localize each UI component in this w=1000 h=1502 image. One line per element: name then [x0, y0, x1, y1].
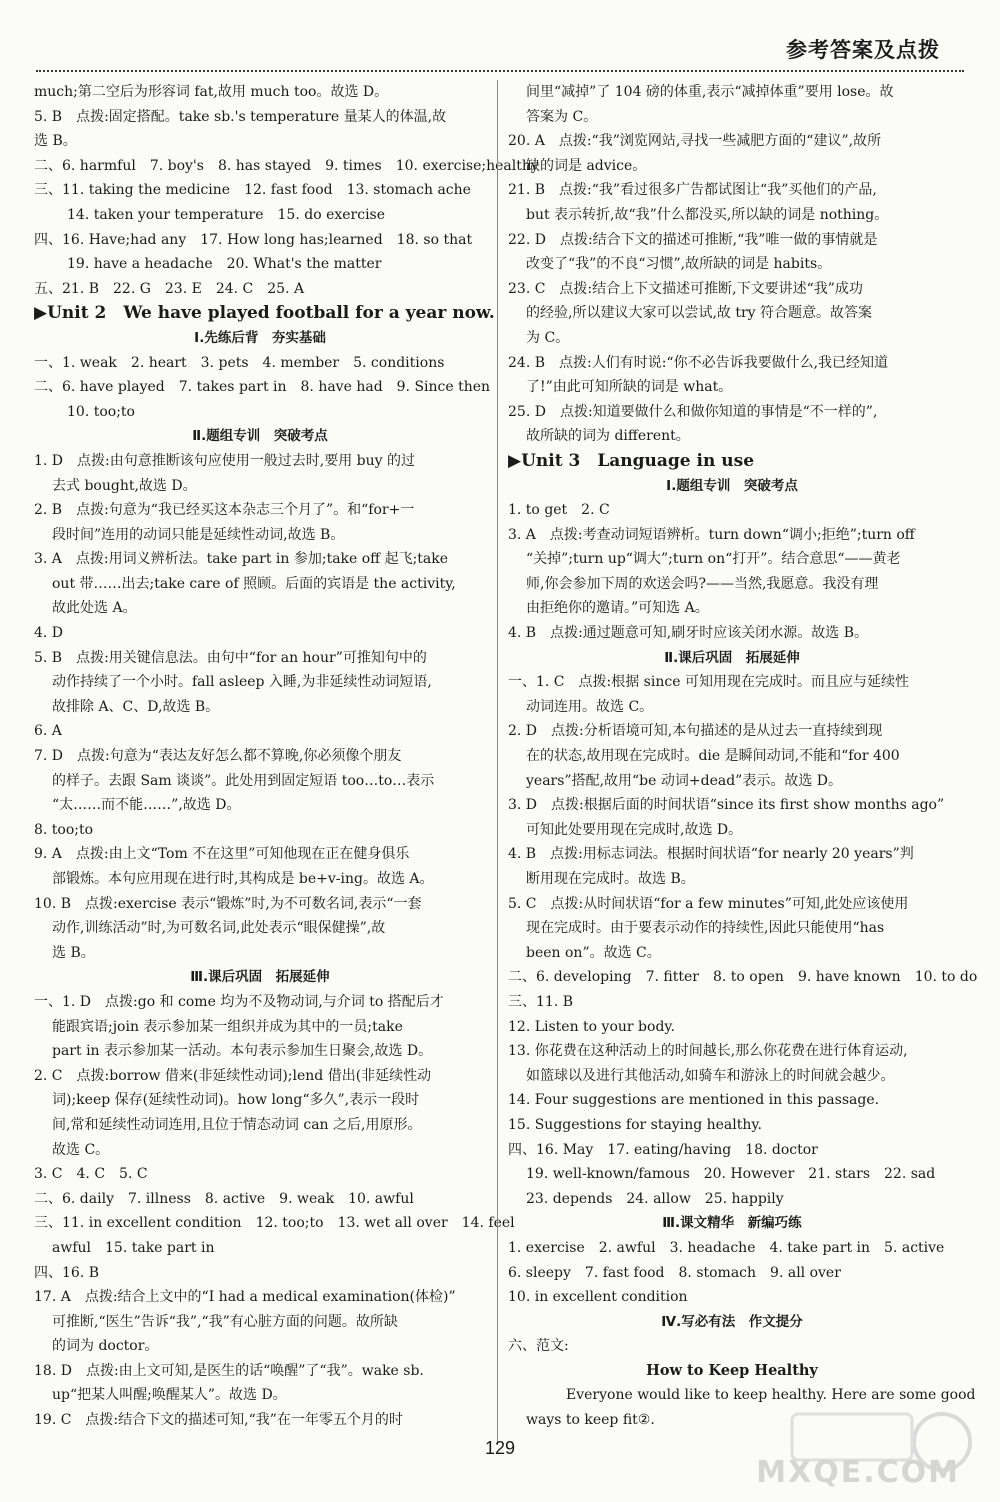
section-heading: Ⅳ.写必有法 作文提分: [661, 1313, 803, 1330]
right-column: [508, 80, 978, 1433]
answer-line: but 表示转折,故“我”什么都没买,所以缺的词是 nothing。: [526, 206, 889, 223]
answer-line: 10. in excellent condition: [508, 1289, 688, 1306]
answer-line: 四、16. Have;had any 17. How long has;learned 18. so that: [34, 231, 473, 248]
answer-line: 动作,训练活动”时,为可数名词,此处表示“眼保健操”,故: [52, 920, 386, 937]
header-rule: [36, 70, 964, 72]
answer-line: 5. B 点拨:固定搭配。take sb.'s temperature 量某人的体温,故: [34, 108, 447, 125]
answer-line: 动作持续了一个小时。fall asleep 入睡,为非延续性动词短语,: [52, 674, 432, 691]
answer-line: 故选 C。: [52, 1141, 110, 1158]
answer-line: 3. A 点拨:用词义辨析法。take part in 参加;take off 起飞;take: [34, 551, 449, 568]
answer-line: 选 B。: [34, 133, 77, 150]
answer-line: 改变了“我”的不良“习惯”,故所缺的词是 habits。: [526, 256, 832, 273]
answer-line: 四、16. May 17. eating/having 18. doctor: [508, 1141, 818, 1158]
answer-line: 13. 你花费在这种活动上的时间越长,那么你花费在进行体育运动,: [508, 1043, 908, 1060]
answer-line: “关掉”;turn up“调大”;turn on“打开”。结合意思“——黄老: [526, 551, 901, 568]
answer-line: 三、11. taking the medicine 12. fast food 13. stomach ache: [34, 182, 471, 199]
answer-line: 一、1. weak 2. heart 3. pets 4. member 5. conditions: [34, 354, 445, 371]
answer-line: 4. B 点拨:用标志词法。根据时间状语“for nearly 20 years”判: [508, 846, 914, 863]
answer-line: 故所缺的词为 different。: [526, 428, 690, 445]
page-number: 129: [484, 1438, 516, 1458]
answer-line: 6. A: [34, 723, 62, 740]
answer-line: 师,你会参加下周的欢送会吗?——当然,我愿意。我没有理: [526, 575, 879, 592]
answer-line: 12. Listen to your body.: [508, 1018, 675, 1035]
answer-line: 19. C 点拨:结合下文的描述可知,“我”在一年零五个月的时: [34, 1412, 403, 1429]
answer-line: out 带……出去;take care of 照顾。后面的宾语是 the activity,: [52, 575, 456, 592]
answer-line: 断用现在完成时。故选 B。: [526, 871, 695, 887]
answer-line: 14. taken your temperature 15. do exercise: [67, 206, 386, 223]
answer-line: 去式 bought,故选 D。: [52, 477, 197, 494]
answer-line: 的经验,所以建议大家可以尝试,故 try 符合题意。故答案: [526, 305, 873, 322]
answer-line: 25. D 点拨:知道要做什么和做你知道的事情是“不一样的”,: [508, 403, 878, 420]
answer-line: 缺的词是 advice。: [526, 157, 647, 174]
answer-line: 的样子。去跟 Sam 谈谈”。此处用到固定短语 too…to…表示: [52, 772, 435, 789]
answer-line: years”搭配,故用“be 动词+dead”表示。故选 D。: [526, 772, 842, 789]
answer-line: 可推断,“医生”告诉“我”,“我”有心脏方面的问题。故所缺: [52, 1313, 398, 1330]
answer-line: Everyone would like to keep healthy. Here are some good: [566, 1387, 976, 1404]
answer-line: 15. Suggestions for staying healthy.: [508, 1116, 762, 1133]
answer-line: 故排除 A、C、D,故选 B。: [52, 698, 220, 715]
answer-line: 故此处选 A。: [52, 600, 137, 617]
answer-line: 能跟宾语;join 表示参加某一组织并成为其中的一员;take: [52, 1018, 403, 1035]
answer-line: 段时间”连用的动词只能是延续性动词,故选 B。: [52, 526, 345, 543]
answer-line: 18. D 点拨:由上文可知,是医生的话“唤醒”了“我”。wake sb.: [34, 1362, 424, 1379]
answer-line: 21. B 点拨:“我”看过很多广告都试图让“我”买他们的产品,: [508, 182, 877, 199]
answer-line: 7. D 点拨:句意为“表达友好怎么都不算晚,你必须像个朋友: [34, 748, 402, 765]
answer-line: 19. well-known/famous 20. However 21. stars 22. sad: [526, 1166, 936, 1183]
answer-line: 1. exercise 2. awful 3. headache 4. take part in 5. active: [508, 1239, 945, 1256]
answer-line: 六、范文:: [508, 1338, 569, 1355]
answer-line: 1. to get 2. C: [508, 502, 610, 519]
section-heading: Ⅲ.课文精华 新编巧练: [662, 1215, 802, 1232]
section-heading: Ⅱ.题组专训 突破考点: [192, 428, 328, 445]
answer-line: 选 B。: [52, 944, 95, 961]
answer-line: 的词为 doctor。: [52, 1338, 159, 1355]
column-divider: [497, 80, 498, 1445]
answer-line: been on”。故选 C。: [526, 944, 661, 961]
answer-line: 2. D 点拨:分析语境可知,本句描述的是从过去一直持续到现: [508, 723, 883, 740]
header-title: 参考答案及点拨: [786, 37, 940, 62]
answer-line: 20. A 点拨:“我”浏览网站,寻找一些减肥方面的“建议”,故所: [508, 133, 882, 150]
answer-line: 5. B 点拨:用关键信息法。由句中“for an hour”可推知句中的: [34, 649, 427, 666]
answer-line: 现在完成时。由于要表示动作的持续性,因此只能使用“has: [526, 920, 885, 937]
answer-line: “太……而不能……”,故选 D。: [52, 797, 241, 814]
answer-line: 5. C 点拨:从时间状语“for a few minutes”可知,此处应该使用: [508, 895, 909, 912]
answer-line: 3. D 点拨:根据后面的时间状语“since its first show months ago”: [508, 797, 945, 814]
answer-line: 10. B 点拨:exercise 表示“锻炼”时,为不可数名词,表示“一套: [34, 895, 422, 912]
answer-line: 4. B 点拨:通过题意可知,刷牙时应该关闭水源。故选 B。: [508, 625, 868, 642]
answer-line: 3. C 4. C 5. C: [34, 1166, 148, 1183]
answer-line: up“把某人叫醒;唤醒某人”。故选 D。: [52, 1387, 287, 1404]
section-heading: Ⅰ.先练后背 夯实基础: [194, 329, 326, 346]
answer-line: 了!”由此可知所缺的词是 what。: [526, 379, 733, 396]
answer-line: 答案为 C。: [526, 108, 598, 125]
essay-title: How to Keep Healthy: [646, 1361, 818, 1379]
answer-line: 9. A 点拨:由上文“Tom 不在这里”可知他现在正在健身俱乐: [34, 846, 410, 863]
answer-line: ways to keep fit②.: [526, 1412, 655, 1429]
answer-line: 二、6. harmful 7. boy's 8. has stayed 9. times 10. exercise;healthy: [34, 157, 539, 174]
watermark-text: MXQE.COM: [756, 1455, 960, 1490]
watermark-logo: [756, 1408, 982, 1494]
answer-line: 在的状态,故用现在完成时。die 是瞬间动词,不能和“for 400: [526, 748, 900, 765]
answer-line: much;第二空后为形容词 fat,故用 much too。故选 D。: [34, 84, 389, 100]
answer-line: 2. B 点拨:句意为“我已经买这本杂志三个月了”。和“for+一: [34, 502, 415, 519]
answer-line: 二、6. have played 7. takes part in 8. have had 9. Since then: [34, 379, 491, 396]
answer-line: 14. Four suggestions are mentioned in this passage.: [508, 1092, 880, 1109]
answer-line: 三、11. in excellent condition 12. too;to 13. wet all over 14. feel: [34, 1215, 515, 1232]
answer-line: 如篮球以及进行其他活动,如骑车和游泳上的时间就会越少。: [526, 1067, 895, 1084]
answer-line: 23. depends 24. allow 25. happily: [526, 1190, 784, 1207]
unit-heading: ▶Unit 2 We have played football for a year now.: [34, 303, 495, 324]
answer-line: 五、21. B 22. G 23. E 24. C 25. A: [34, 280, 305, 297]
answer-line: 23. C 点拨:结合上下文描述可推断,下文要讲述“我”成功: [508, 280, 863, 297]
section-heading: Ⅱ.课后巩固 拓展延伸: [664, 649, 800, 666]
answer-line: 6. sleepy 7. fast food 8. stomach 9. all over: [508, 1264, 841, 1281]
answer-line: 词);keep 保存(延续性动词)。how long“多久”,表示一段时: [52, 1092, 420, 1109]
answer-line: 由拒绝你的邀请。”可知选 A。: [526, 600, 709, 617]
answer-line: 10. too;to: [67, 403, 135, 420]
answer-line: 为 C。: [526, 329, 570, 346]
answer-line: 二、6. daily 7. illness 8. active 9. weak 10. awful: [34, 1190, 414, 1207]
unit-heading: ▶Unit 3 Language in use: [508, 450, 755, 471]
answer-line: 动词连用。故选 C。: [526, 698, 654, 715]
answer-line: 部锻炼。本句应用现在进行时,其构成是 be+v-ing。故选 A。: [52, 871, 434, 887]
answer-line: 三、11. B: [508, 993, 574, 1010]
answer-line: 3. A 点拨:考查动词短语辨析。turn down“调小;拒绝”;turn off: [508, 526, 915, 543]
answer-line: 17. A 点拨:结合上文中的“I had a medical examination(体检)”: [34, 1289, 456, 1306]
answer-line: 间,常和延续性动词连用,且位于情态动词 can 之后,用原形。: [52, 1116, 422, 1133]
answer-line: 1. D 点拨:由句意推断该句应使用一般过去时,要用 buy 的过: [34, 452, 415, 469]
answer-line: 四、16. B: [34, 1264, 100, 1281]
answer-line: 22. D 点拨:结合下文的描述可推断,“我”唯一做的事情就是: [508, 231, 878, 248]
answer-line: 4. D: [34, 625, 64, 642]
answer-line: 2. C 点拨:borrow 借来(非延续性动词);lend 借出(非延续性动: [34, 1067, 432, 1084]
answer-line: 可知此处要用现在完成时,故选 D。: [526, 821, 743, 838]
answer-line: 19. have a headache 20. What's the matter: [67, 256, 382, 273]
answer-line: 8. too;to: [34, 821, 94, 838]
answer-line: 间里“减掉”了 104 磅的体重,表示“减掉体重”要用 lose。故: [526, 84, 894, 100]
page-header: [0, 0, 1000, 70]
answer-line: 24. B 点拨:人们有时说:“你不必告诉我要做什么,我已经知道: [508, 354, 889, 371]
answer-line: part in 表示参加某一活动。本句表示参加生日聚会,故选 D。: [52, 1043, 433, 1060]
answer-line: 二、6. developing 7. fitter 8. to open 9. have known 10. to do: [508, 969, 978, 986]
section-heading: Ⅰ.题组专训 突破考点: [666, 477, 798, 494]
answer-line: 一、1. D 点拨:go 和 come 均为不及物动词,与介词 to 搭配后才: [34, 993, 444, 1010]
answer-line: awful 15. take part in: [52, 1239, 215, 1256]
section-heading: Ⅲ.课后巩固 拓展延伸: [190, 969, 330, 986]
answer-line: 一、1. C 点拨:根据 since 可知用现在完成时。而且应与延续性: [508, 674, 909, 691]
